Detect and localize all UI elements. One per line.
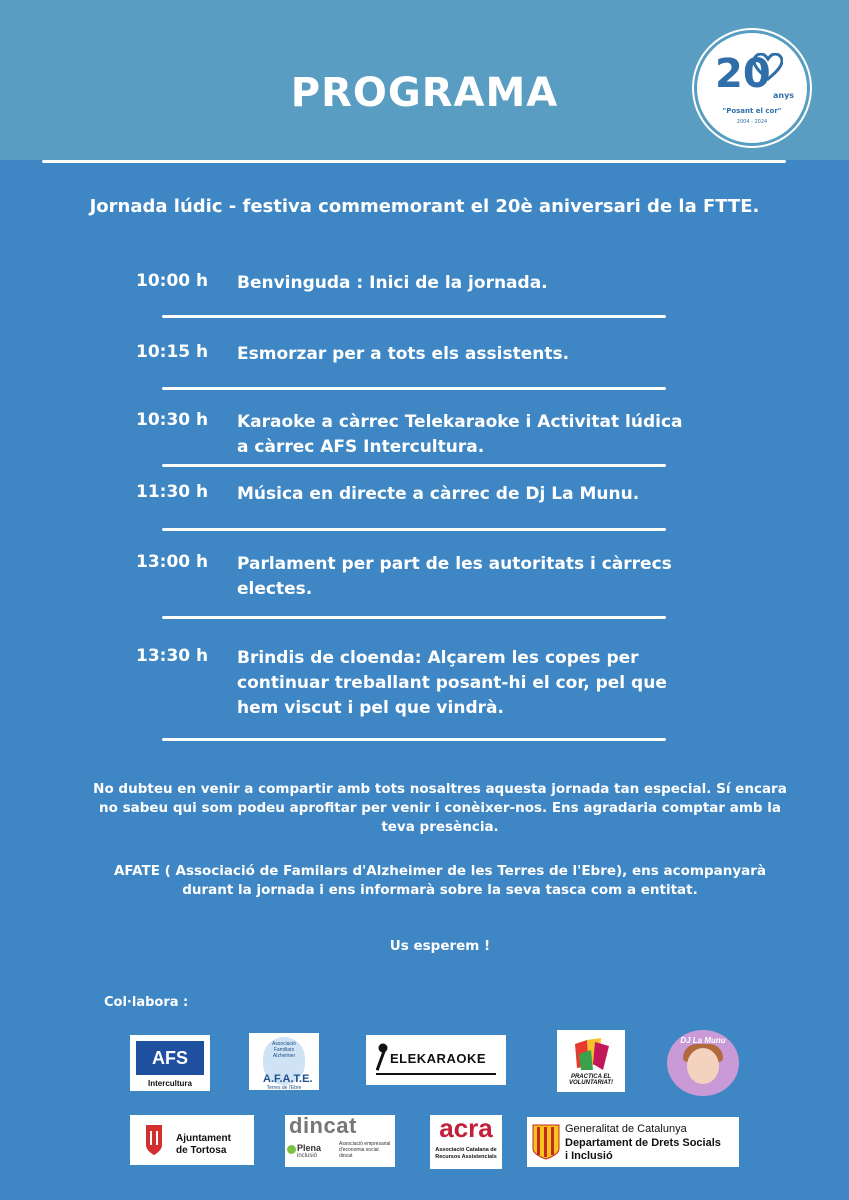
schedule-time: 13:00 h [136,552,209,572]
schedule-text: Parlament per part de les autoritats i càrrecs electes. [237,554,672,599]
schedule-separator [162,315,666,318]
badge-unit: anys [773,91,795,100]
afate-logo [249,1033,319,1090]
schedule-separator [162,738,666,741]
microphone-icon [376,1043,388,1073]
telekaraoke-logo [366,1035,506,1085]
anniversary-badge [694,30,810,146]
acra-logo-name: acra [439,1115,493,1143]
generalitat-logo-line3: i Inclusió [565,1150,613,1162]
schedule-time: 10:30 h [136,410,209,430]
afs-logo-name: AFS [136,1041,204,1075]
lamunu-face-icon [687,1048,719,1084]
lamunu-logo [667,1030,739,1096]
schedule-text: Karaoke a càrrec Telekaraoke i Activitat lúdica a càrrec AFS Intercultura. [237,412,683,457]
afate-logo-initials: A.F.A.T.E. [263,1073,313,1085]
tortosa-shield-icon [144,1123,164,1157]
schedule-text: Música en directe a càrrec de Dj La Munu. [237,484,640,504]
generalitat-emblem-icon [531,1123,561,1161]
schedule-text: Brindis de cloenda: Alçarem les copes per continuar treballant posant-hi el cor, pel que hem viscut i pel que vindrà. [237,648,667,718]
generalitat-logo [527,1117,739,1167]
schedule-time: 10:00 h [136,271,209,291]
page-title: PROGRAMA [290,70,559,116]
tortosa-logo [130,1115,254,1165]
tortosa-logo-line1: Ajuntament [176,1133,231,1144]
schedule-separator [162,464,666,467]
schedule-time: 11:30 h [136,482,209,502]
heart-icon [753,53,783,81]
voluntariat-mark-icon [571,1036,611,1072]
telekaraoke-logo-underline [376,1073,496,1075]
acra-logo-sub: Associació Catalana de Recursos Assistencials [435,1147,497,1160]
afate-logo-bottom: Terres de l'Ebre [266,1085,302,1090]
afs-logo [130,1035,210,1091]
badge-number: 20 [715,51,771,97]
dincat-logo-inclusio: inclusió [297,1153,318,1159]
generalitat-logo-line1: Generalitat de Catalunya [565,1123,687,1135]
closing-text: Us esperem ! [389,938,491,954]
acra-logo [430,1115,502,1169]
schedule-separator [162,528,666,531]
afs-logo-sub: Intercultura [147,1079,192,1088]
invitation-paragraph: No dubteu en venir a compartir amb tots nosaltres aquesta jornada tan especial. Sí encara no sabeu qui som podeu aprofitar per venir i conèixer-nos. Ens agradaria comptar amb la teva presència. [93,781,787,835]
badge-years: 2004 - 2024 [736,119,768,125]
schedule-text: Esmorzar per a tots els assistents. [237,344,570,364]
tortosa-logo-line2: de Tortosa [176,1145,227,1156]
badge-tagline: "Posant el cor" [722,107,782,115]
generalitat-logo-line2: Departament de Drets Socials [565,1137,721,1149]
afate-paragraph: AFATE ( Associació de Familars d'Alzheimer de les Terres de l'Ebre), ens acompanyarà durant la jornada i ens informarà sobre la seva tasca com a entitat. [113,863,767,898]
voluntariat-logo-text: PRACTICA EL VOLUNTARIAT! [568,1074,614,1086]
schedule-time: 10:15 h [136,342,209,362]
event-subtitle: Jornada lúdic - festiva commemorant el 20è aniversari de la FTTE. [89,196,760,217]
telekaraoke-logo-name: ELEKARAOKE [390,1051,487,1066]
schedule-separator [162,616,666,619]
lamunu-logo-name: DJ La Munu [680,1036,726,1045]
header-divider [42,160,786,163]
dincat-logo-plena: Plena [297,1143,322,1153]
dincat-logo-side: Associació empresarial d'economia social dincat [339,1141,391,1159]
voluntariat-logo [557,1030,625,1092]
collaborators-label: Col·labora : [104,995,189,1010]
schedule-text: Benvinguda : Inici de la jornada. [237,273,548,293]
afate-logo-mark [263,1037,313,1090]
dincat-logo-name: dincat [289,1115,357,1138]
schedule-separator [162,387,666,390]
schedule-time: 13:30 h [136,646,209,666]
plena-inclusio-dot-icon [287,1145,296,1154]
afate-logo-top: Associació Familiars Alzheimer [272,1041,296,1059]
dincat-logo [285,1115,395,1167]
